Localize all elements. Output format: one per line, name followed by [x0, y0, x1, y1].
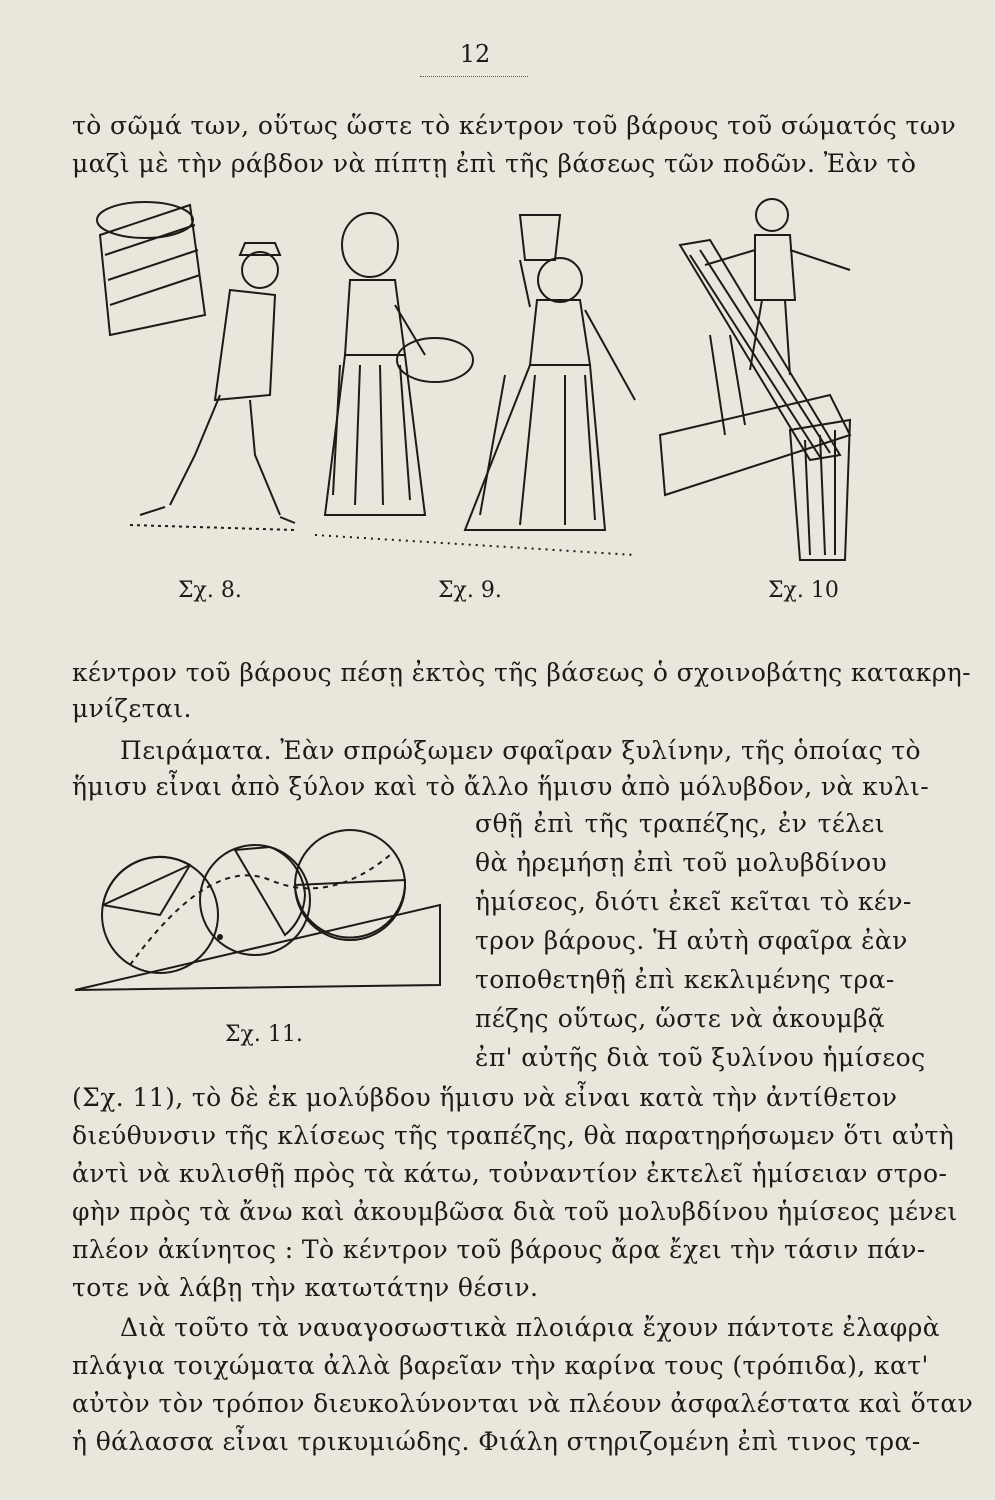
text-line: ἀντὶ νὰ κυλισθῇ πρὸς τὰ κάτω, τοὐναντίον ἐκτελεῖ ἡμίσειαν στρο-: [72, 1159, 948, 1188]
figure-10-caption: Σχ. 10: [768, 578, 839, 603]
text-line: φὴν πρὸς τὰ ἄνω καὶ ἀκουμβῶσα διὰ τοῦ μολυβδίνου ἡμίσεος μένει: [72, 1197, 958, 1226]
figure-8-man-carrying-basket: [80, 195, 300, 555]
text-line: πλάγια τοιχώματα ἀλλὰ βαρεῖαν τὴν καρίνα τους (τρόπιδα), κατ': [72, 1351, 929, 1380]
text-line: κέντρον τοῦ βάρους πέσῃ ἐκτὸς τῆς βάσεως ὁ σχοινοβάτης κατακρη-: [72, 658, 972, 687]
text-line: Διὰ τοῦτο τὰ ναυαγοσωστικὰ πλοιάρια ἔχουν πάντοτε ἐλαφρὰ: [120, 1313, 941, 1342]
text-line: ἡμίσεος, διότι ἐκεῖ κεῖται τὸ κέν-: [475, 887, 912, 916]
figure-9-two-women: [305, 195, 650, 570]
figure-11-spheres-on-incline: [70, 825, 450, 1000]
text-line: τρον βάρους. Ἡ αὐτὴ σφαῖρα ἐὰν: [475, 926, 908, 955]
figure-11-caption: Σχ. 11.: [225, 1022, 303, 1047]
figure-8-caption: Σχ. 8.: [178, 578, 242, 603]
text-line: διεύθυνσιν τῆς κλίσεως τῆς τραπέζης, θὰ παρατηρήσωμεν ὅτι αὐτὴ: [72, 1121, 955, 1150]
text-line: τὸ σῶμά των, οὕτως ὥστε τὸ κέντρον τοῦ βάρους τοῦ σώματός των: [72, 111, 957, 140]
text-line: θὰ ἠρεμήσῃ ἐπὶ τοῦ μολυβδίνου: [475, 848, 888, 877]
text-line: ἡ θάλασσα εἶναι τρικυμιώδης. Φιάλη στηριζομένη ἐπὶ τινος τρα-: [72, 1427, 921, 1456]
text-line: σθῇ ἐπὶ τῆς τραπέζης, ἐν τέλει: [475, 809, 885, 838]
text-line: πέζης οὕτως, ὥστε νὰ ἀκουμβᾷ: [475, 1004, 885, 1033]
figure-9-caption: Σχ. 9.: [438, 578, 502, 603]
text-line: αὐτὸν τὸν τρόπον διευκολύνονται νὰ πλέουν ἀσφαλέστατα καὶ ὅταν: [72, 1389, 974, 1418]
text-line: τοτε νὰ λάβῃ τὴν κατωτάτην θέσιν.: [72, 1273, 539, 1302]
text-line: (Σχ. 11), τὸ δὲ ἐκ μολύβδου ἥμισυ νὰ εἶναι κατὰ τὴν ἀντίθετον: [72, 1083, 898, 1112]
page-number: 12: [459, 40, 491, 68]
figure-10-boy-balancing-on-beam: [650, 195, 885, 570]
text-line: μνίζεται.: [72, 694, 192, 723]
text-line: μαζὶ μὲ τὴν ράβδον νὰ πίπτῃ ἐπὶ τῆς βάσεως τῶν ποδῶν. Ἐὰν τὸ: [72, 149, 917, 178]
text-line: τοποθετηθῇ ἐπὶ κεκλιμένης τρα-: [475, 965, 895, 994]
text-line: ἐπ' αὐτῆς διὰ τοῦ ξυλίνου ἡμίσεος: [475, 1043, 926, 1072]
page-number-rule: [420, 76, 528, 77]
text-line: πλέον ἀκίνητος : Τὸ κέντρον τοῦ βάρους ἄρα ἔχει τὴν τάσιν πάν-: [72, 1235, 926, 1264]
text-line: Πειράματα. Ἐὰν σπρώξωμεν σφαῖραν ξυλίνην, τῆς ὁποίας τὸ: [120, 736, 921, 765]
text-line: ἥμισυ εἶναι ἀπὸ ξύλον καὶ τὸ ἄλλο ἥμισυ ἀπὸ μόλυβδον, νὰ κυλι-: [72, 772, 930, 801]
